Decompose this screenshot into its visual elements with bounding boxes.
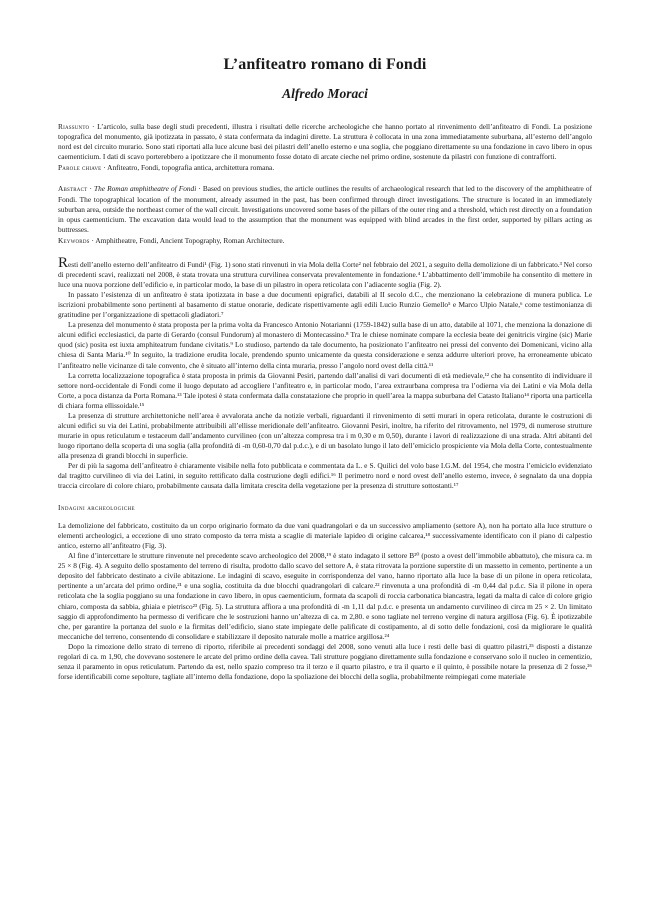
- body-paragraph: La presenza di strutture architettoniche nell’area è avvalorata anche da notizie verbali, riguardanti il rinvenimento di setti murari in opera reticolata, durante le costruzioni di alcuni edifici su via dei Latini, probabilmente attribuibili all’ellisse meridionale dell’anfiteatro. Giovanni Pesiri, inoltre, ha riferito del ritrovamento, nel 1979, di numerose strutture murarie in opus reticulatum e testaceum dall’andamento curvilineo (con un’altezza compresa tra i m 0,30 e m 0,50), durante i lavori di realizzazione di una strada. Altri abitanti del luogo riportano della scoperta di una soglia (alla profondità di -m 0,60-0,70 dal p.d.c.), e di un basolato lungo il lato dell’emiciclo prospiciente via Mola della Corte, contestualmente alla presenza di grandi blocchi in superficie.: [58, 410, 592, 460]
- body-paragraph: Resti dell’anello esterno dell’anfiteatro di Fundi¹ (Fig. 1) sono stati rinvenuti in via Mola della Corte² nel febbraio del 2021, a seguito della demolizione di un fabbricato.³ Nel corso di precedenti scavi, realizzati nel 2008, è stata trovata una struttura curvilinea conservata prevalentemente in fondazione.⁴ L’abbattimento dell’immobile ha consentito di mettere in luce una nuova porzione dell’edificio e, in particolar modo, la base di un pilastro in opera reticolata con l’adiacente soglia (Fig. 2).: [58, 255, 593, 290]
- section-heading: Indagini archeologiche: [58, 503, 135, 513]
- article-page: [58, 0, 592, 682]
- body-paragraph: La corretta localizzazione topografica è stata proposta in primis da Giovanni Pesiri, partendo dall’analisi di vari documenti di età medievale,¹² che ha consentito di individuare il settore nord-occidentale di Fondi come il luogo deputato ad accogliere l’anfiteatro e, in particolar modo, l’area extraurbana compresa tra l’odierna via dei Latini e via Mola della Corte, a poca distanza da Porta Romana.¹³ Tale ipotesi è stata confermata dalla constatazione che proprio in quell’area la mappa suburbana del Catasto Italiano¹⁴ riporta una particella di chiara forma ellissoidale.¹⁵: [58, 370, 592, 410]
- drop-cap: R: [58, 255, 69, 272]
- abstract-title: The Roman amphitheatre of Fondi: [94, 184, 197, 194]
- abstract-text: · Based on previous studies, the article outlines the results of archaeological research that led to the discovery of the amphitheatre of Fondi. The topographical location of the monument, already assumed in the past, has been confirmed through direct investigations. The structure is located in an immediately suburban area, outside the northeast corner of the wall circuit. Investigations uncovered some bases of the pillars of the outer ring and a threshold, which rest directly on a foundation in opus caementicium. The excavation data would lead to the assumption that the monument was equipped with blind arcades in the first order, supported by pillars acting as buttresses.: [58, 184, 592, 234]
- parole-chiave-block: [58, 163, 592, 173]
- abstract-block: Abstract · The Roman amphitheatre of Fondi · Based on previous studies, the article outlines the results of archaeological research that led to the discovery of the amphitheatre of Fondi. The topographical location of the monument, already assumed in the past, has been confirmed through direct investigations. The structure is located in an immediately suburban area, outside the northeast corner of the wall circuit. Investigations uncovered some bases of the pillars of the outer ring and a threshold, which rest directly on a foundation in opus caementicium. The excavation data would lead to the assumption that the monument was equipped with blind arcades in the first order, supported by pillars acting as buttresses.: [58, 184, 592, 234]
- body-paragraph: Per di più la sagoma dell’anfiteatro è chiaramente visibile nella foto pubblicata e commentata da L. e S. Quilici del volo base I.G.M. del 1954, che mostra l’emiciclo evidenziato dal tragitto curvilineo di via dei Latini, in seguito rettificato dalla costruzione degli edifici.¹⁶ Il perimetro nord e nord ovest dell’anello esterno, invece, è segnalato da una doppia traccia circolare di colore chiaro, probabilmente causata dalla limitata crescita della vegetazione per la presenza di strutture sottostanti.¹⁷: [58, 460, 592, 491]
- article-title: L’anfiteatro romano di Fondi: [223, 56, 427, 73]
- section-paragraph: Al fine d’intercettare le strutture rinvenute nel precedente scavo archeologico del 2008,¹⁹ è stato indagato il settore B²⁰ (posto a ovest dell’immobile abbattuto), che misura ca. m 25 × 8 (Fig. 4). A seguito dello spostamento del terreno di risulta, prodotto dallo scavo del settore A, è stata ritrovata la porzione superstite di un massetto in cemento, pertinente a un deposito del fabbricato destinato a civile abitazione. Le indagini di scavo, eseguite in corrispondenza del vano, hanno riportato alla luce la base di un pilone in opera reticolata, pertinente a un’arcata del primo ordine,²¹ e una soglia, costituita da due blocchi quadrangolari di calcare.²² rinvenuta a una profondità di -m 0,44 dal p.d.c. Sia il pilone in opera reticolata che la soglia poggiano su una fondazione in cavo libero, in opus caementicium, formata da scapoli di roccia carbonatica biancastra, legati da malta di calce di colore grigio chiaro, composta da sabbia, ghiaia e pietrisco²³ (Fig. 5). La struttura affiora a una profondità di -m 1,11 dal p.d.c. e presenta un andamento curvilineo di circa m 25 × 2. Un limitato saggio di approfondimento ha permesso di verificare che le sostruzioni hanno un’altezza di ca. m 2,80. e sono tagliate nel terreno vergine di natura argillosa (Fig. 6). È ipotizzabile che, per garantire la portanza del suolo e la firmitas dell’edificio, siano state impiegate delle palificate di costipamento, al di sotto delle fondazioni, così da migliorare le qualità meccaniche del terreno, consentendo di consolidare e stabilizzare il deposito naturale molle a matrice argillosa.²⁴: [58, 551, 592, 641]
- body-paragraph: La presenza del monumento è stata proposta per la prima volta da Francesco Antonio Notarianni (1759-1842) sulla base di un atto, databile al 1071, che menziona la donazione di alcuni edifici ecclesiastici, da parte di Gerardo (consul Fundorum) al monastero di Montecassino.⁸ Tra le chiese nominate compare la ecclesia beate dei genitricis virgine (sic) Marie quod (sic) posita est iuxta amphiteatrum fundane civitatis.⁹ Lo studioso, partendo da tale documento, ha posizionato l’anfiteatro nei pressi del convento dei Domenicani, vicino alla chiesa di Santa Maria.¹⁰ In seguito, la tradizione erudita locale, prendendo spunto unicamente da questa considerazione e senza addurre ulteriori prove, ha erroneamente ubicato l’anfiteatro nelle vicinanze di tale convento, che è situato all’interno della cinta muraria, presso l’angolo nord ovest della città.¹¹: [58, 320, 592, 370]
- riassunto-text: · L’articolo, sulla base degli studi precedenti, illustra i risultati delle ricerche archeologiche che hanno portato al rinvenimento dell’anfiteatro di Fondi. La posizione topografica del monumento, già ipotizzata in passato, è stata confermata da indagini dirette. La struttura è collocata in una zona immediatamente suburbana, all’esterno dell’angolo nord est del circuito murario. Sono stati riportati alla luce alcune basi dei pilastri dell’anello esterno e una soglia, che poggiano direttamente su una fondazione in cavo libero in opus caementicium. I dati di scavo porterebbero a ipotizzare che il monumento fosse dotato di arcate cieche nel primo ordine, sostenute da pilastri con funzione di contrafforti.: [58, 122, 592, 162]
- parole-chiave-text: · Anfiteatro, Fondi, topografia antica, architettura romana.: [101, 163, 275, 173]
- article-author: Alfredo Moraci: [282, 86, 368, 101]
- body-paragraph: In passato l’esistenza di un anfiteatro è stata ipotizzata in base a due documenti epigrafici, databili al II secolo d.C., che menzionano la celebrazione di munera publica. Le iscrizioni probabilmente sono pertinenti al basamento di statue onorarie, dedicate rispettivamente agli edili Lucio Runzio Gemello⁵ e Marco Ulpio Natale,⁶ come testimonianza di gratitudine per l’organizzazione di spettacoli gladiatori.⁷: [58, 290, 592, 320]
- parole-chiave-label: Parole chiave: [58, 163, 102, 173]
- riassunto-block: [58, 122, 592, 162]
- section-paragraph: Dopo la rimozione dello strato di terreno di riporto, riferibile ai precedenti sondaggi del 2008, sono venuti alla luce i resti delle basi di quattro pilastri,²⁵ disposti a distanze regolari di ca. m 1,90, che dovevano sostenere le arcate del primo ordine della cavea. Tali strutture poggiano direttamente sulla fondazione e conservano solo il nucleo in cementizio, senza il paramento in opus reticulatum. Partendo da est, nello spazio compreso tra il terzo e il quarto pilastro, e tra il quarto e il quinto, è possibile notare la presenza di 2 fosse,²⁶ forse identificabili come sepolture, tagliate all’interno della fondazione, dopo la spoliazione dei blocchi della soglia, probabilmente reimpiegati come materiale: [58, 641, 592, 681]
- keywords-block: [58, 236, 592, 246]
- section-paragraph: La demolizione del fabbricato, costituito da un corpo originario formato da due vani quadrangolari e da un successivo ampliamento (settore A), non ha portato alla luce strutture o elementi archeologici, a eccezione di uno strato composto da terra mista a scaglie di materiale lapideo di origine calcarea,¹⁸ successivamente identificato con il piano di calpestio antico, esterno all’anfiteatro (Fig. 3).: [58, 521, 592, 551]
- abstract-label: Abstract: [58, 184, 88, 194]
- keywords-label: Keywords: [58, 235, 90, 245]
- keywords-text: · Amphitheatre, Fondi, Ancient Topography, Roman Architecture.: [89, 235, 285, 245]
- article-body: [58, 255, 593, 682]
- riassunto-label: Riassunto: [58, 122, 90, 131]
